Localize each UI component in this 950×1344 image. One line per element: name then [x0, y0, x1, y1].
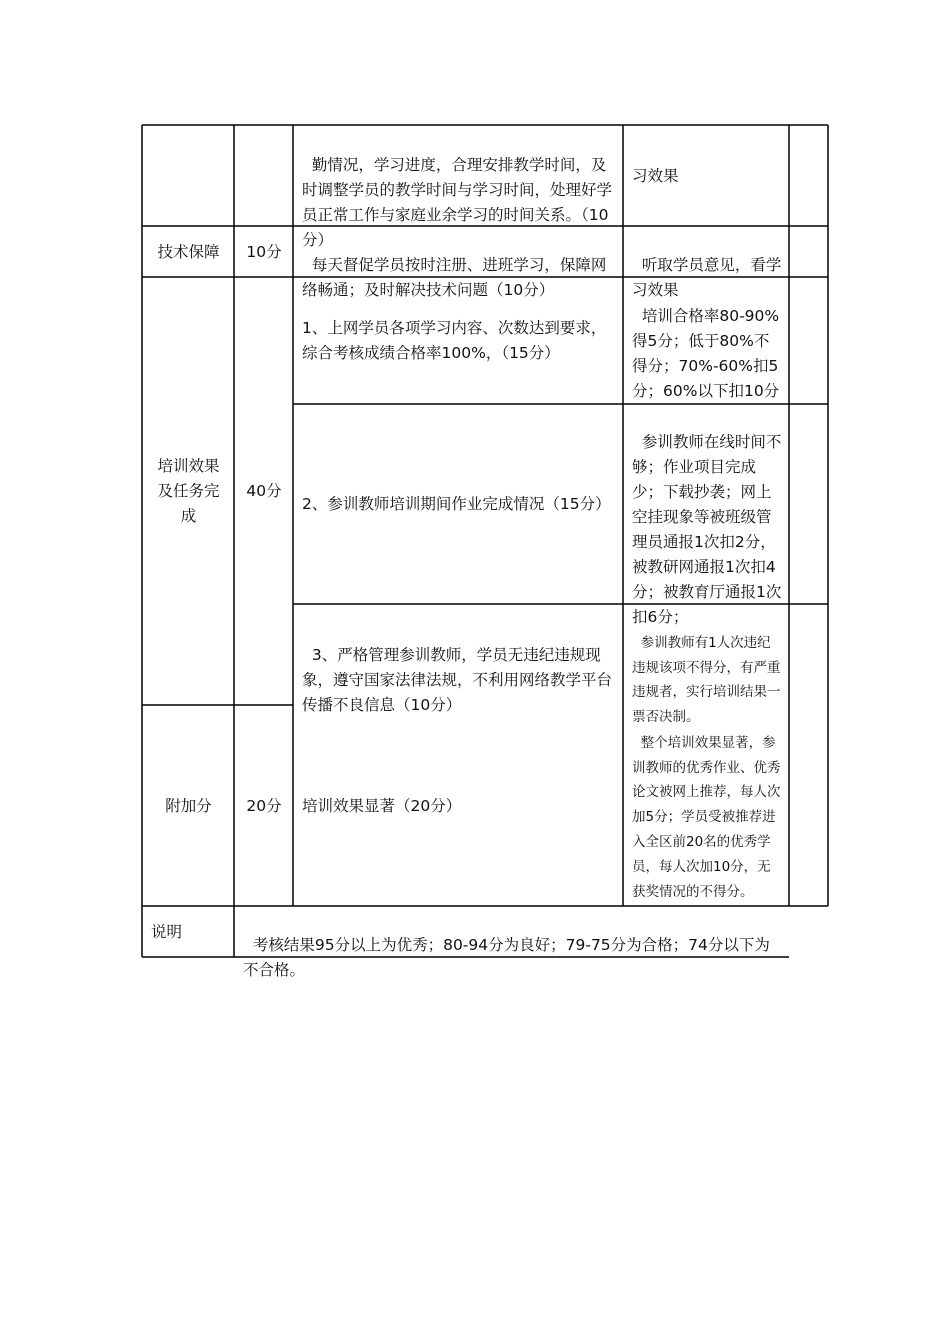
training-score-value: 40分: [246, 482, 282, 500]
tech-method-text: 听取学员意见，看学习效果: [632, 256, 782, 299]
training-sub1-method-text: 培训合格率80-90%得5分；低于80%不得分；70%-60%扣5分；60%以下扣10分: [632, 307, 780, 400]
note-text: 考核结果95分以上为优秀；80-94分为良好；79-75分为合格；74分以下为不合格。: [243, 936, 770, 979]
note-item-cell: [151, 907, 234, 957]
tech-score-value: 10分: [246, 242, 282, 261]
bonus-score-value: 20分: [246, 796, 282, 815]
tech-score-cell: [235, 227, 293, 277]
training-item-label: 培训效果及任务完成: [157, 457, 220, 525]
tech-description-text: 每天督促学员按时注册、进班学习，保障网络畅通；及时解决技术问题（10分）: [302, 256, 607, 299]
bonus-item-label: 附加分: [165, 796, 212, 815]
training-sub1-description-cell: [302, 278, 620, 404]
tech-item-cell: [143, 227, 234, 277]
training-sub3-description-cell: [302, 618, 620, 718]
bonus-description-cell: [302, 706, 620, 906]
training-sub2-description-cell: [302, 405, 620, 604]
training-sub2-method-text: 参训教师在线时间不够；作业项目完成少；下载抄袭；网上空挂现象等被班级管理员通报1次扣2分，被教研网通报1次扣4分；被教育厅通报1次扣6分；: [632, 433, 782, 626]
bonus-item-cell: [143, 706, 234, 906]
training-sub2-description-text: 2、参训教师培训期间作业完成情况（15分）: [302, 495, 611, 513]
training-sub1-method-cell: [632, 279, 784, 404]
bonus-method-cell: [632, 706, 784, 904]
training-sub1-description-text: 1、上网学员各项学习内容、次数达到要求，综合考核成绩合格率100%，（15分）: [302, 319, 607, 362]
continued-method-text: 习效果: [632, 166, 679, 185]
tech-item-label: 技术保障: [157, 242, 220, 261]
bonus-description-text: 培训效果显著（20分）: [302, 796, 462, 815]
training-score-cell: [235, 278, 293, 705]
training-sub3-method-text: 参训教师有1人次违纪违规该项不得分，有严重违规者，实行培训结果一票否决制。: [632, 634, 781, 726]
training-sub2-method-cell: [632, 405, 784, 630]
bonus-method-text: 整个培训效果显著，参训教师的优秀作业、优秀论文被网上推荐，每人次加5分；学员受被推荐进入全区前20名的优秀学员，每人次加10分，无获奖情况的不得分。: [632, 734, 781, 900]
continued-method-cell: [632, 126, 784, 226]
continued-description-text: 勤情况，学习进度，合理安排教学时间，及时调整学员的教学时间与学习时间，处理好学员正常工作与家庭业余学习的时间关系。（10分）: [302, 156, 613, 249]
note-item-label: 说明: [151, 922, 183, 941]
training-sub3-description-text: 3、严格管理参训教师，学员无违纪违规现象，遵守国家法律法规，不利用网络教学平台传播不良信息（10分）: [302, 646, 613, 714]
training-item-cell: [143, 278, 234, 705]
note-text-cell: [243, 908, 783, 983]
bonus-score-cell: [235, 706, 293, 906]
